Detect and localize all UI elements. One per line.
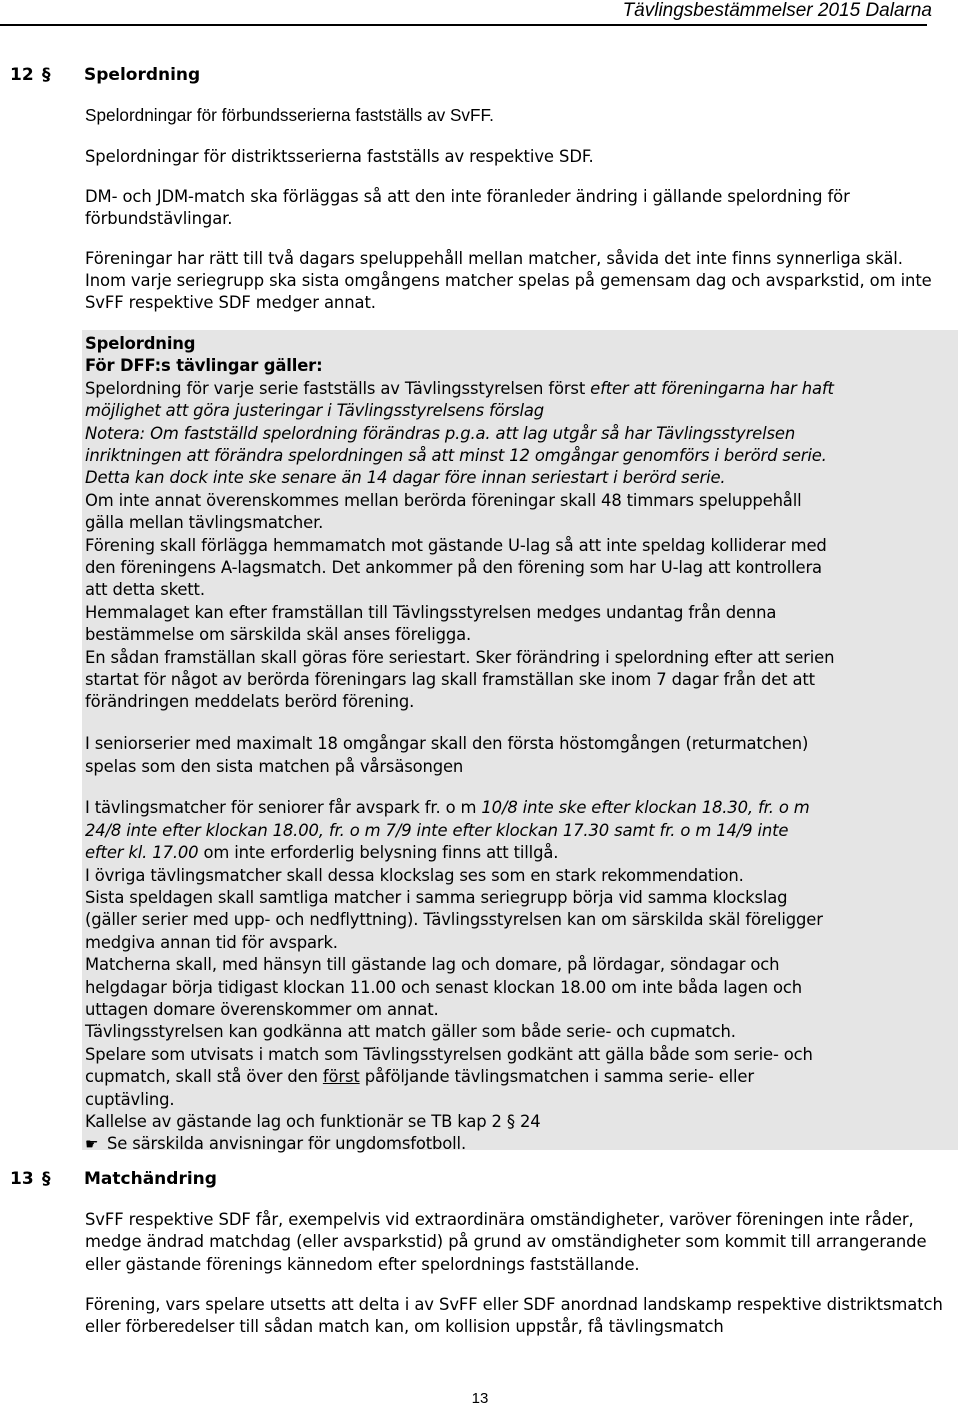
dff-rules-line	[85, 512, 955, 534]
dff-rules-text: I övriga tävlingsmatcher skall dessa klockslag ses som en stark rekommendation.	[85, 865, 744, 885]
dff-rules-text: möjlighet att göra justeringar i Tävlingsstyrelsens förslag	[85, 401, 545, 421]
dff-rules-text: förändringen meddelats berörd förening.	[85, 692, 415, 712]
dff-rules-line	[85, 797, 955, 819]
dff-rules-text: I tävlingsmatcher för seniorer får avspark fr. o m	[85, 798, 482, 818]
section-title: Matchändring	[84, 1169, 217, 1189]
dff-rules-text: helgdagar börja tidigast klockan 11.00 och senast klockan 18.00 om inte båda lagen och	[85, 977, 803, 997]
dff-rules-line	[85, 467, 955, 489]
dff-rules-line	[85, 579, 955, 601]
dff-rules-line	[85, 378, 955, 400]
dff-rules-text: medgiva annan tid för avspark.	[85, 932, 338, 952]
rest-days-text: Föreningar har rätt till två dagars speluppehåll mellan matcher, såvida det inte finns synnerliga skäl.	[85, 249, 903, 268]
dff-rules-text: inriktningen att förändra spelordningen så att minst 12 omgångar genomförs i berörd serie.	[85, 446, 827, 465]
dff-rules-line	[85, 602, 955, 624]
paragraph-rest-days	[85, 248, 945, 314]
dff-rules-line	[85, 733, 955, 755]
dff-rules-line	[85, 490, 955, 512]
dff-rules-line	[85, 669, 955, 691]
section-number: 12	[10, 65, 34, 85]
dff-rules-line	[85, 535, 955, 557]
dff-rules-line	[85, 932, 955, 954]
dff-rules-text: En sådan framställan skall göras före seriestart. Sker förändring i spelordning efter att serien	[85, 647, 835, 667]
dff-rules-line	[85, 624, 955, 646]
dff-rules-line	[85, 1089, 955, 1111]
header-rule	[0, 24, 927, 26]
dff-rules-text: cuptävling.	[85, 1089, 175, 1109]
dff-rules-text: Notera: Om fastställd spelordning förändras p.g.a. att lag utgår så har Tävlingsstyrelsen	[85, 423, 796, 443]
dff-rules-text: att detta skett.	[85, 580, 205, 600]
dff-rules-line	[85, 1044, 955, 1066]
dff-rules-text: (gäller serier med upp- och nedflyttning). Tävlingsstyrelsen kan om särskilda skäl föreligger	[85, 910, 823, 930]
dff-rules-text: påföljande tävlingsmatchen i samma serie- eller	[359, 1067, 754, 1087]
dff-rules-line	[85, 1111, 955, 1133]
dff-rules-text: uttagen domare överenskommer om annat.	[85, 1000, 439, 1019]
dff-rules-line	[85, 1066, 955, 1088]
pointing-hand-icon: ☛	[85, 1135, 99, 1154]
section-symbol: §	[42, 1169, 51, 1189]
paragraph-national-match: Förening, vars spelare utsetts att delta i av SvFF eller SDF anordnad landskamp respektive distriktsmatch eller förberedelser till sådan match kan, om kollision uppstår, få tävlingsmatch	[85, 1295, 943, 1337]
dff-rules-line	[85, 557, 955, 579]
paragraph-federation-schedules: Spelordningar för förbundsserierna fastställs av SvFF.	[85, 105, 494, 125]
dff-rules-line	[85, 954, 955, 976]
dff-rules-line	[85, 647, 955, 669]
dff-rules-line	[85, 865, 955, 887]
dff-rules-line	[85, 1021, 955, 1043]
paragraph-match-change: SvFF respektive SDF får, exempelvis vid extraordinära omständigheter, varöver föreningen inte råder, medge ändrad matchdag (eller avsparkstid) på grund av omständigheter som kommit till arrangerande eller gästande förenings kännedom efter spelordnings fastställande.	[85, 1210, 927, 1274]
dff-rules-text: För DFF:s tävlingar gäller:	[85, 356, 323, 376]
dff-rules-text: Detta kan dock inte ske senare än 14 dagar före innan seriestart i berörd serie.	[85, 468, 726, 488]
dff-rules-text: Matcherna skall, med hänsyn till gästande lag och domare, på lördagar, söndagar och	[85, 955, 780, 975]
dff-rules-text: 24/8 inte efter klockan 18.00, fr. o m 7/9 inte efter klockan 17.30 samt fr. o m 14/9 inte	[85, 820, 789, 840]
dff-rules-line	[85, 977, 955, 999]
dff-rules-line	[85, 333, 955, 355]
section-symbol: §	[42, 65, 51, 85]
dff-rules-line	[85, 355, 955, 377]
dff-rules-line	[85, 909, 955, 931]
dff-rules-line	[85, 400, 955, 422]
dff-rules-line	[85, 445, 955, 467]
section-heading-12	[10, 64, 200, 86]
dff-rules-text: Se särskilda anvisningar för ungdomsfotboll.	[107, 1134, 467, 1154]
dff-rules-text: Förening skall förlägga hemmamatch mot gästande U-lag så att inte speldag kolliderar med	[85, 535, 827, 555]
dff-rules-text: 10/8 inte ske efter klockan 18.30, fr. o m	[481, 798, 810, 818]
dff-rules-line	[85, 691, 955, 713]
dff-rules-line	[85, 756, 955, 778]
dff-rules-text: den föreningens A-lagsmatch. Det ankommer på den förening som har U-lag att kontrollera	[85, 558, 822, 577]
dff-rules-text: efter kl. 17.00	[85, 843, 199, 863]
dff-rules-line	[85, 1133, 955, 1155]
running-header: Tävlingsbestämmelser 2015 Dalarna	[622, 0, 932, 21]
dff-rules-text: Spelare som utvisats i match som Tävlingsstyrelsen godkänt att gälla både som serie- och	[85, 1044, 813, 1064]
dff-rules-text: efter att föreningarna har haft	[590, 378, 834, 398]
section-heading-13	[10, 1168, 217, 1190]
dff-rules-text: startat för något av berörda föreningars lag skall framställan ske inom 7 dagar från det att	[85, 670, 815, 689]
dff-rules-text: Hemmalaget kan efter framställan till Tävlingsstyrelsen medges undantag från denna	[85, 602, 777, 622]
page-number: 13	[471, 1390, 489, 1407]
dff-rules-text: spelas som den sista matchen på vårsäsongen	[85, 756, 464, 776]
dff-rules-text: Spelordning för varje serie fastställs av Tävlingsstyrelsen först	[85, 378, 591, 398]
dff-rules-text: först	[322, 1067, 360, 1087]
paragraph-district-schedules: Spelordningar för distriktsserierna fastställs av respektive SDF.	[85, 147, 594, 166]
dff-rules-text: I seniorserier med maximalt 18 omgångar skall den första höstomgången (returmatchen)	[85, 734, 809, 754]
paragraph-dm-matches: DM- och JDM-match ska förläggas så att den inte föranleder ändring i gällande spelordning för förbundstävlingar.	[85, 187, 850, 228]
dff-rules-line	[85, 999, 955, 1021]
dff-rules-text: Kallelse av gästande lag och funktionär se TB kap 2 § 24	[85, 1112, 541, 1131]
dff-rules-text: Om inte annat överenskommes mellan berörda föreningar skall 48 timmars speluppehåll	[85, 490, 802, 510]
dff-rules-line	[85, 842, 955, 864]
dff-rules-text: bestämmelse om särskilda skäl anses föreligga.	[85, 625, 472, 645]
dff-rules-text: gälla mellan tävlingsmatcher.	[85, 513, 324, 533]
dff-rules-text: Sista speldagen skall samtliga matcher i samma seriegrupp börja vid samma klockslag	[85, 888, 788, 907]
dff-rules-line	[85, 820, 955, 842]
dff-rules-line	[85, 887, 955, 909]
dff-rules-text: Tävlingsstyrelsen kan godkänna att match gäller som både serie- och cupmatch.	[85, 1022, 736, 1042]
dff-rules-text: cupmatch, skall stå över den	[85, 1067, 323, 1087]
dff-rules-text: om inte erforderlig belysning finns att tillgå.	[198, 843, 559, 863]
dff-rules-text: Spelordning	[85, 334, 196, 353]
dff-rules-line	[85, 423, 955, 445]
section-title: Spelordning	[84, 65, 201, 85]
last-round-text: Inom varje seriegrupp ska sista omgångens matcher spelas på gemensam dag och avsparkstid, om inte SvFF respektive SDF medger annat.	[85, 271, 932, 312]
section-number: 13	[10, 1169, 34, 1189]
